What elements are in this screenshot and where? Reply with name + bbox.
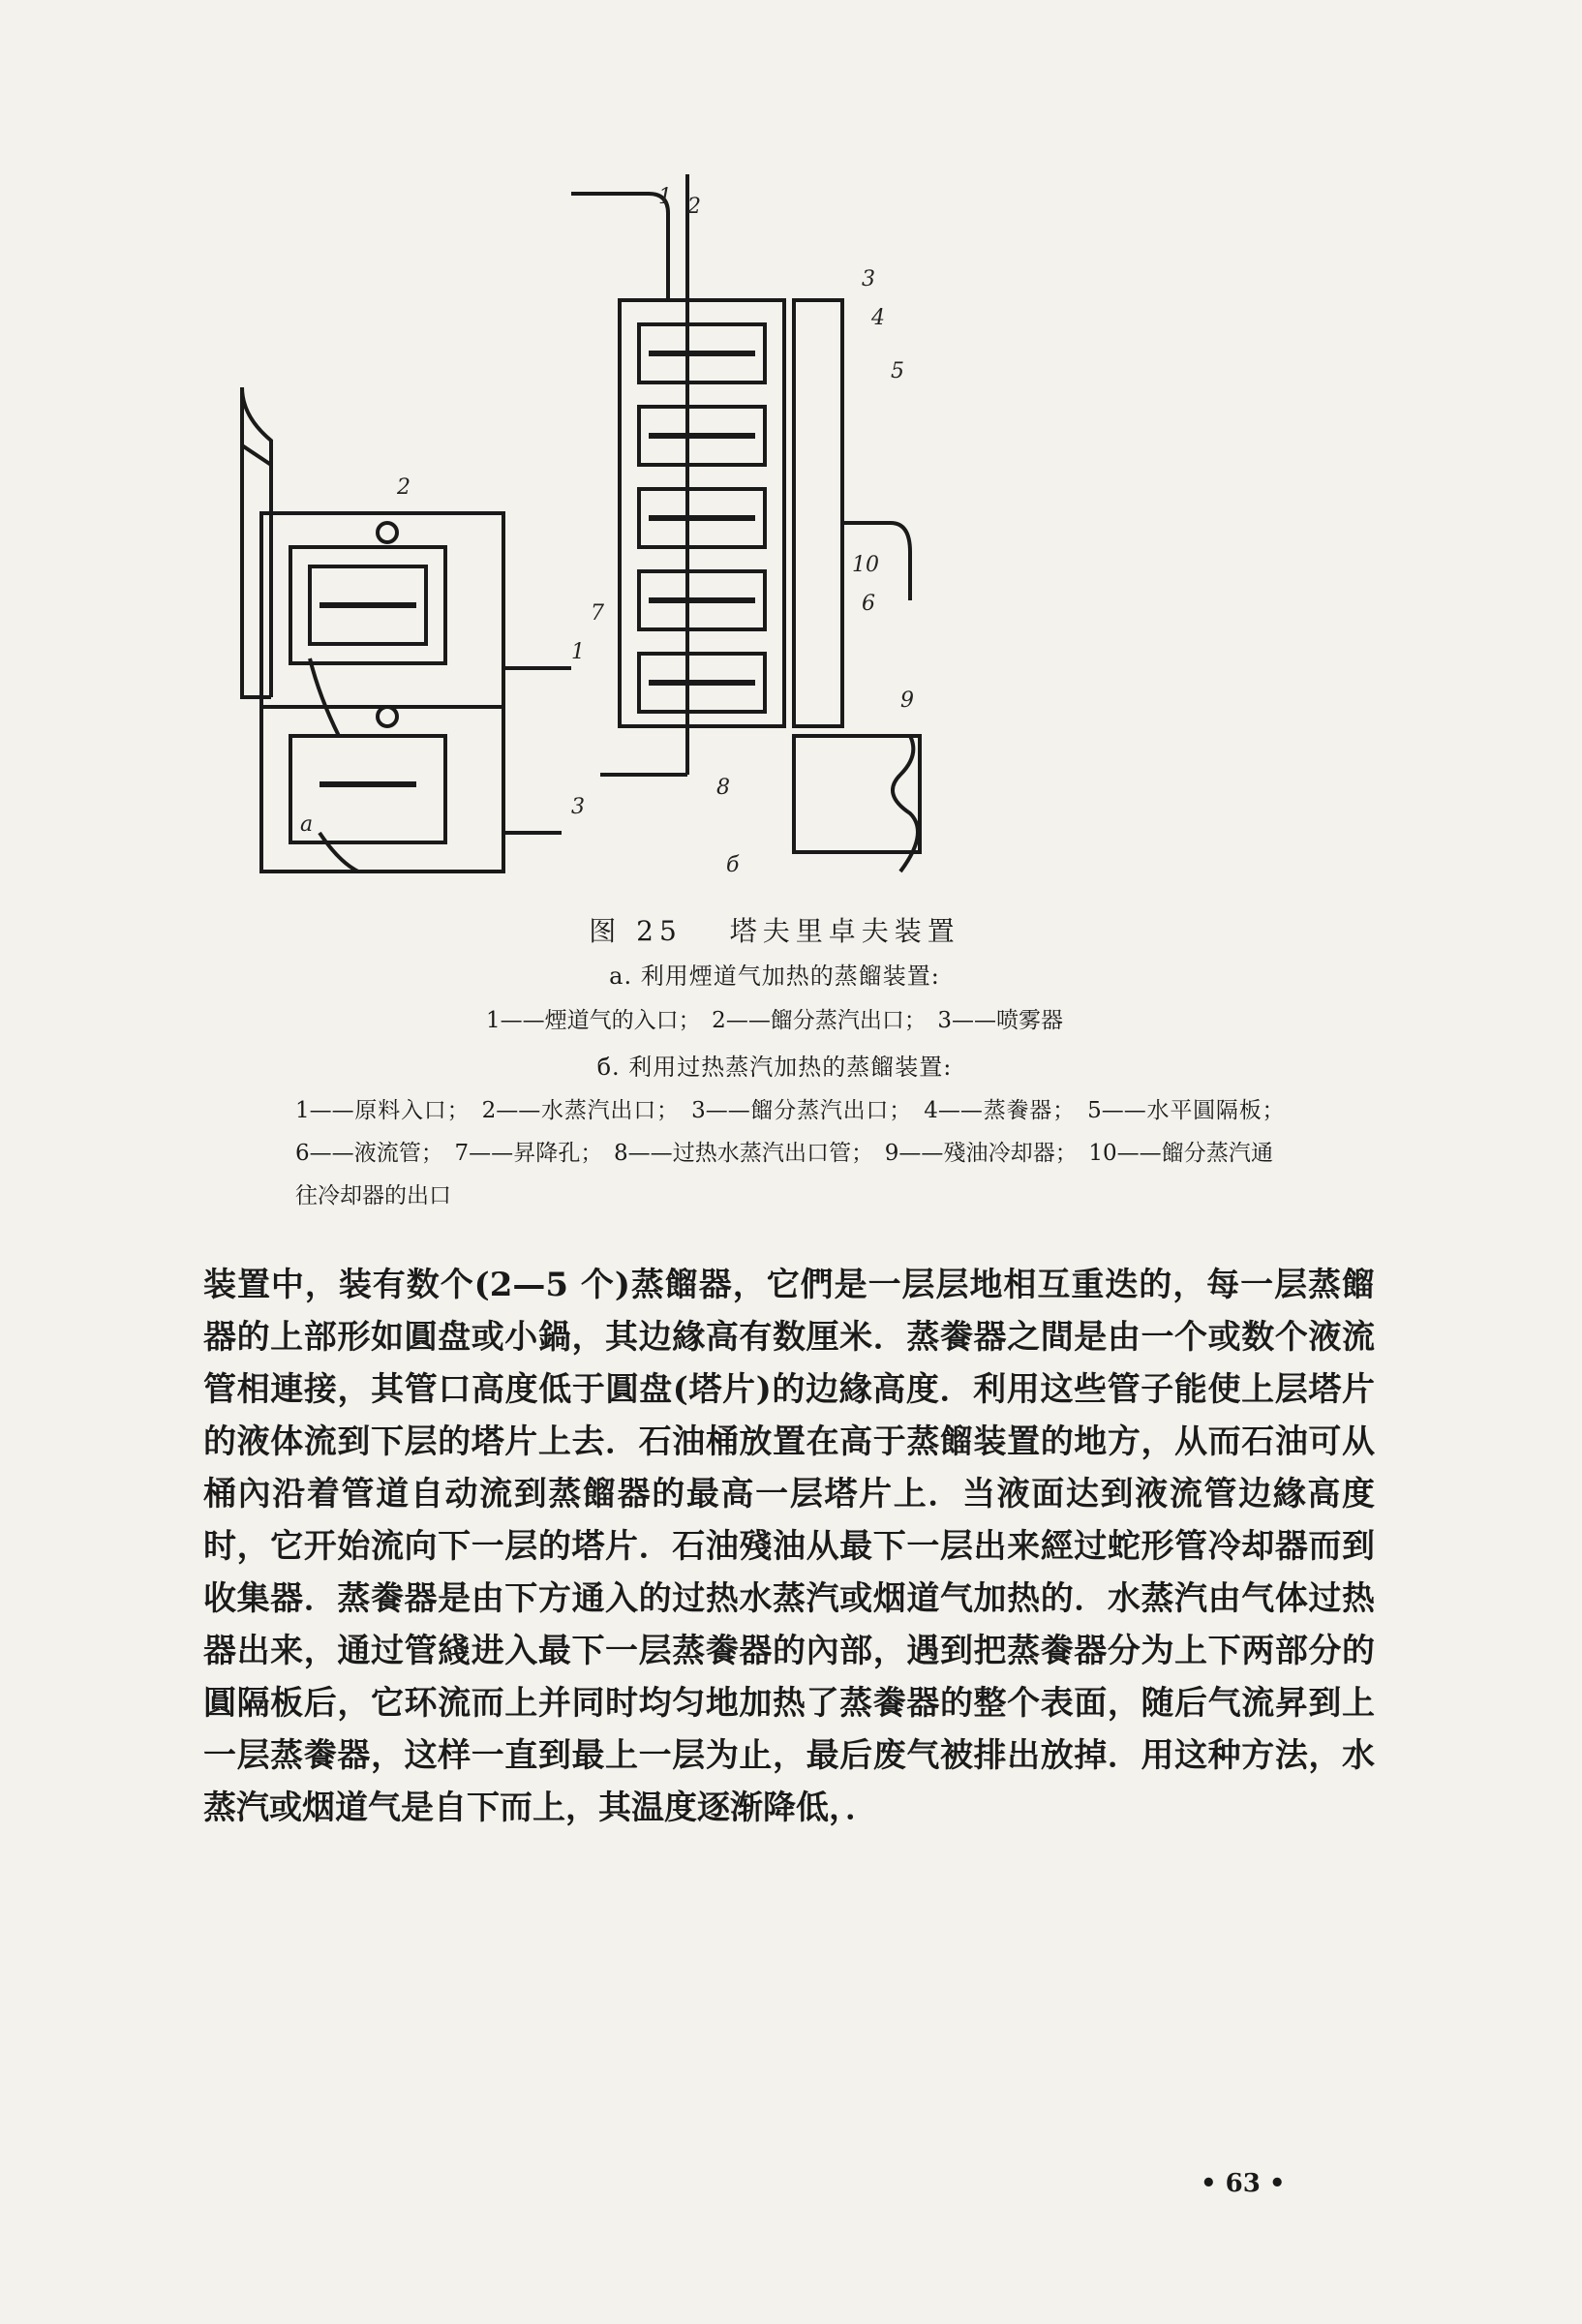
caption-part-b: б. 利用过热蒸汽加热的蒸餾装置: [596,1054,953,1081]
label-b-3: 3 [862,267,875,291]
apparatus-diagram [281,185,1297,910]
caption-part-a-items: 1——煙道气的入口； 2——餾分蒸汽出口； 3——喷雾器 [486,1008,1063,1033]
label-b-5: 5 [891,359,904,383]
label-a-3: 3 [571,795,585,819]
label-b-10: 10 [852,553,879,577]
figure-caption-title: 图 25 塔夫里卓夫装置 [589,915,960,947]
body-text [203,1259,1375,1834]
label-a-letter: a [300,812,314,837]
label-a-1: 1 [571,640,585,664]
caption-part-a: a. 利用煙道气加热的蒸餾装置: [609,963,940,990]
label-b-letter: б [726,853,740,877]
label-b-9: 9 [900,688,914,713]
label-b-1: 1 [658,185,672,209]
label-b-8: 8 [716,776,730,800]
label-a-2: 2 [397,475,411,500]
label-b-4: 4 [871,306,885,330]
caption-part-b-items: 1——原料入口； 2——水蒸汽出口； 3——餾分蒸汽出口； 4——蒸餋器； 5——水平圓隔板； 6——液流管； 7——昇降孔； 8——过热水蒸汽出口管； 9——殘油冷却器； 10——餾分蒸汽通往冷却器的出口 [295,1098,1295,1208]
label-b-6: 6 [862,592,875,616]
label-b-7: 7 [591,601,604,626]
label-b-2: 2 [687,195,701,219]
diagram-a [242,387,571,872]
figure-25-diagrams [281,185,1297,910]
body-paragraph: 装置中，装有数个(2—5 个)蒸餾器，它們是一层层地相互重迭的，每一层蒸餾器的上部形如圓盘或小鍋，其边緣高有数厘米．蒸餋器之間是由一个或数个液流管相連接，其管口高度低于圓盘(塔片)的边緣高度．利用这些管子能使上层塔片的液体流到下层的塔片上去．石油桶放置在高于蒸餾装置的地方，从而石油可从桶內沿着管道自动流到蒸餾器的最高一层塔片上．当液面达到液流管边緣高度时，它开始流向下一层的塔片．石油殘油从最下一层出来經过蛇形管冷却器而到收集器．蒸餋器是由下方通入的过热水蒸汽或烟道气加热的．水蒸汽由气体过热器出来，通过管綫进入最下一层蒸餋器的內部，遇到把蒸餋器分为上下两部分的圓隔板后，它环流而上并同时均匀地加热了蒸餋器的整个表面，随后气流昇到上一层蒸餋器，这样一直到最上一层为止，最后废气被排出放掉．用这种方法，水蒸汽或烟道气是自下而上，其温度逐渐降低，． [203,1266,1375,1827]
page-number: • 63 • [1201,2169,1286,2198]
